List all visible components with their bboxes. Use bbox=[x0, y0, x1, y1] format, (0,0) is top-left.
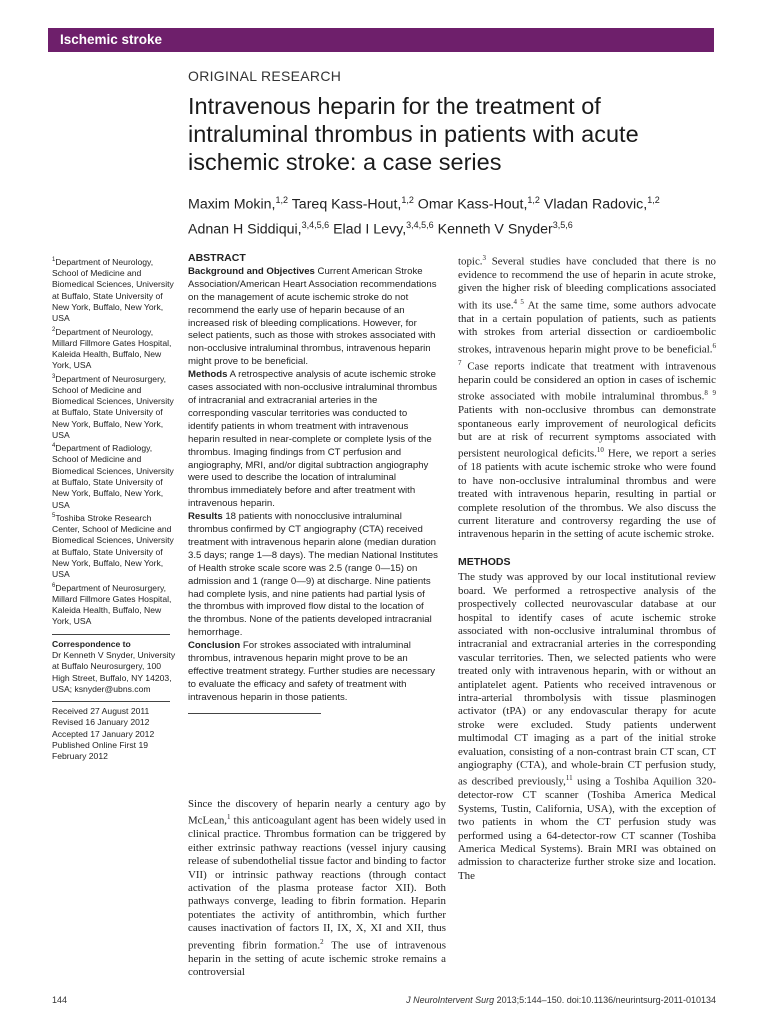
abstract bbox=[188, 252, 438, 714]
methods-text: A retrospective analysis of acute ischemic stroke cases associated with non-occlusive intraluminal thrombus of intracranial and extracranial arteries in the corresponding vascular territories was conducted to identify patients in whom treatment with intravenous heparin resulted in near-complete or complete lysis of the thrombus. Imaging findings from CT perfusion and angiography, MRI, and/or digital subtraction angiography were used to describe the location of intraluminal thrombus immediately before and after treatment with intravenous heparin. bbox=[188, 369, 438, 510]
affiliation-text: Department of Neurosurgery, School of Medicine and Biomedical Sciences, University at Buffalo, State University of New York, Buffalo, New York, USA bbox=[52, 373, 174, 441]
affiliation-number: 4 bbox=[52, 443, 56, 450]
journal-name: J NeuroIntervent Surg bbox=[406, 995, 495, 1005]
text-run: Case reports indicate that treatment with intravenous heparin could be considered an option in cases of ischemic stroke associated with mobile intraluminal thrombus. bbox=[458, 360, 716, 403]
abstract-heading: ABSTRACT bbox=[188, 252, 246, 264]
text-run: topic. bbox=[458, 255, 483, 268]
intro-continued bbox=[458, 252, 716, 542]
affiliation-text: Department of Neurology, School of Medicine and Biomedical Sciences, University at Buffalo, State University of New York, Buffalo, New York, USA bbox=[52, 256, 174, 324]
abstract-results bbox=[188, 511, 438, 640]
affiliation-number: 1 bbox=[52, 257, 56, 263]
citation-details: 2013;5:144–150. doi:10.1136/neurintsurg-2011-010134 bbox=[494, 995, 716, 1005]
citation-ref: 4 5 bbox=[513, 297, 524, 306]
article-type: ORIGINAL RESEARCH bbox=[188, 68, 342, 84]
divider bbox=[188, 713, 321, 714]
text-run: Since the discovery of heparin nearly a century ago by McLean, bbox=[188, 798, 446, 828]
affiliation bbox=[52, 372, 177, 442]
date-revised: Revised 16 January 2012 bbox=[52, 717, 150, 728]
text-run: At the same time, some authors advocate that in a certain population of patients, such as patients with strokes from arterial dissection or cardioembolic strokes, intravenous heparin might prove to be beneficial. bbox=[458, 299, 716, 356]
author-affiliation: 1,2 bbox=[647, 195, 660, 205]
affiliation bbox=[52, 325, 177, 372]
author-affiliation: 3,4,5,6 bbox=[406, 219, 434, 230]
text-run: The study was approved by our local institutional review board. We performed a retrospective analysis of the prospectively collected neurovascular database at our hospital to identify cases of acute ischemic stroke associated with non-occlusive intraluminal thrombus of intracranial and extracranial arteries in the corresponding vascular territories. Then, we selected patients who were treated only with intravenous heparin, with or without an antiplatelet agent. Patients who received intravenous or intra-arterial thrombolysis with tissue plasminogen activator (tPA) or any endovascular therapy for acute stroke were excluded. Study patients underwent multimodal CT imaging as a part of the initial stroke evaluation, consisting of a non-contrast brain CT scan, CT angiography (CTA), and whole-brain CT perfusion study, as described previously, bbox=[458, 571, 716, 788]
divider bbox=[52, 634, 170, 635]
author-affiliation: 3,4,5,6 bbox=[301, 219, 330, 230]
citation-ref: 8 9 bbox=[704, 389, 717, 398]
citation-ref: 10 bbox=[596, 446, 604, 455]
affiliation bbox=[52, 441, 177, 511]
author-name: Vladan Radovic, bbox=[543, 196, 648, 213]
article-title: Intravenous heparin for the treatment of intraluminal thrombus in patients with acute ischemic stroke: a case series bbox=[188, 93, 639, 175]
conclusion-label: Conclusion bbox=[188, 640, 241, 652]
results-text: 18 patients with nonocclusive intraluminal thrombus confirmed by CT angiography (CTA) received treatment with intravenous heparin alone (median duration 3.5 days; range 1—8 days). The median National Institutes of Health stroke scale score was 2.5 (range 0—15) on admission and 1 (range 0—9) at discharge. Nine patients had complete lysis, and nine patients had partial lysis of the thrombus with improved flow distal to the location of the thrombus. None of the patients developed intracranial hemorrhage. bbox=[188, 511, 438, 639]
conclusion-text: For strokes associated with intraluminal thrombus, intravenous heparin might prove to be an effective treatment strategy. Further studies are necessary to evaluate the efficacy and safety of treatment with intravenous heparin in those patients. bbox=[188, 640, 436, 703]
affiliation bbox=[52, 581, 177, 628]
affiliation-number: 6 bbox=[52, 582, 56, 589]
affiliation-number: 3 bbox=[52, 373, 56, 380]
methods-label: Methods bbox=[188, 369, 228, 381]
background-text: Current American Stroke Association/American Heart Association recommendations on the management of acute ischemic stroke do not recommend the early use of heparin because of an increased risk of bleeding complications. However, for select patients, such as those with strokes associated with non-occlusive intraluminal thrombus, intravenous heparin might prove to be beneficial. bbox=[188, 265, 437, 368]
author-list bbox=[188, 190, 718, 239]
abstract-methods bbox=[188, 369, 438, 511]
author-name: Omar Kass-Hout, bbox=[417, 196, 528, 213]
author-name: Elad I Levy, bbox=[333, 221, 407, 238]
affiliation-text: Department of Radiology, School of Medicine and Biomedical Sciences, University at Buffalo, State University of New York, Buffalo, New York, USA bbox=[52, 443, 174, 510]
text-run: Patients with non-occlusive thrombus can demonstrate spontaneous early improvement of neurological deficits but are at risk of recurrent symptoms associated with persistent neurological deficits. bbox=[458, 404, 716, 461]
methods-heading: METHODS bbox=[458, 555, 511, 568]
methods-paragraph bbox=[458, 571, 716, 883]
affiliation-text: Department of Neurology, Millard Fillmore Gates Hospital, Kaleida Health, Buffalo, New York, USA bbox=[52, 326, 172, 371]
author-affiliation: 1,2 bbox=[527, 195, 540, 205]
background-label: Background and Objectives bbox=[188, 265, 315, 277]
affiliation-number: 5 bbox=[52, 512, 56, 519]
abstract-conclusion bbox=[188, 640, 438, 705]
affiliation-text: Department of Neurosurgery, Millard Fillmore Gates Hospital, Kaleida Health, Buffalo, New York, USA bbox=[52, 582, 172, 627]
results-label: Results bbox=[188, 511, 223, 523]
page-number: 144 bbox=[52, 995, 68, 1005]
citation-ref: 6 7 bbox=[458, 341, 716, 367]
author-affiliation: 3,5,6 bbox=[552, 219, 573, 230]
citation-ref: 2 bbox=[320, 937, 324, 946]
citation-footer bbox=[406, 995, 716, 1005]
author-name: Tareq Kass-Hout, bbox=[291, 196, 402, 213]
author-affiliation: 1,2 bbox=[275, 195, 289, 205]
date-accepted: Accepted 17 January 2012 bbox=[52, 728, 155, 739]
author-name: Kenneth V Snyder bbox=[437, 221, 553, 238]
author-affiliation: 1,2 bbox=[401, 195, 414, 205]
author-name: Maxim Mokin, bbox=[188, 196, 276, 213]
introduction-text bbox=[188, 798, 446, 980]
citation-ref: 3 bbox=[482, 254, 486, 262]
affiliation bbox=[52, 511, 177, 581]
citation-ref: 1 bbox=[227, 813, 231, 822]
date-received: Received 27 August 2011 bbox=[52, 706, 150, 717]
affiliation-number: 2 bbox=[52, 326, 56, 333]
correspondence-heading: Correspondence to bbox=[52, 638, 131, 649]
citation-ref: 11 bbox=[565, 774, 573, 783]
correspondence-text: Dr Kenneth V Snyder, University at Buffalo Neurosurgery, 100 High Street, Buffalo, NY 14203, USA; ksnyder@ubns.com bbox=[52, 649, 176, 694]
affiliation bbox=[52, 255, 177, 325]
section-banner: Ischemic stroke bbox=[48, 28, 714, 52]
abstract-background bbox=[188, 266, 438, 369]
date-published: Published Online First 19 February 2012 bbox=[52, 740, 149, 762]
sidebar bbox=[52, 255, 177, 763]
divider bbox=[52, 701, 170, 702]
text-run: Several studies have concluded that there is no evidence to recommend the use of heparin in acute stroke, given the higher risk of bleeding complications associated with its use. bbox=[458, 255, 716, 312]
text-run: this anticoagulant agent has been widely used in clinical practice. Thrombus formation can be triggered by either extrinsic pathway reactions (vessel injury causing release of subendothelial tissue factor and binding to factor VII) or intrinsic pathway reactions (through contact activation of the plasma protease factor XII). Both pathways converge, leading to fibrin formation. Heparin potentiates the activity of antithrombin, which further causes inactivation of factors II, IX, X, XI and XII, thus preventing fibrin formation. bbox=[188, 815, 446, 952]
text-run: Here, we report a series of 18 patients with acute ischemic stroke who were found to have non-occlusive intraluminal thrombus and were treated with intravenous heparin, resulting in partial or complete resolution of the thrombus. We also discuss the current literature and controversy regarding the use of intravenous heparin in the setting of acute ischemic stroke. bbox=[458, 448, 716, 541]
right-column bbox=[458, 252, 716, 883]
intro-paragraph bbox=[188, 798, 446, 980]
affiliation-text: Toshiba Stroke Research Center, School of Medicine and Biomedical Sciences, University at Buffalo, State University of New York, Buffalo, New York, USA bbox=[52, 512, 174, 580]
text-run: using a Toshiba Aquilion 320-detector-row CT scanner (Toshiba America Medical Systems, Tustin, California, USA), with the exception of two patients in whom the CT perfusion study was performed using a 64-detector-row CT scanner (Toshiba America Medical Systems). Brain MRI was obtained on admission to characterize further stroke size and location. The bbox=[458, 776, 716, 882]
text-run: The use of intravenous heparin in the setting of acute ischemic stroke remains a controversial bbox=[188, 939, 446, 979]
author-name: Adnan H Siddiqui, bbox=[188, 221, 302, 238]
